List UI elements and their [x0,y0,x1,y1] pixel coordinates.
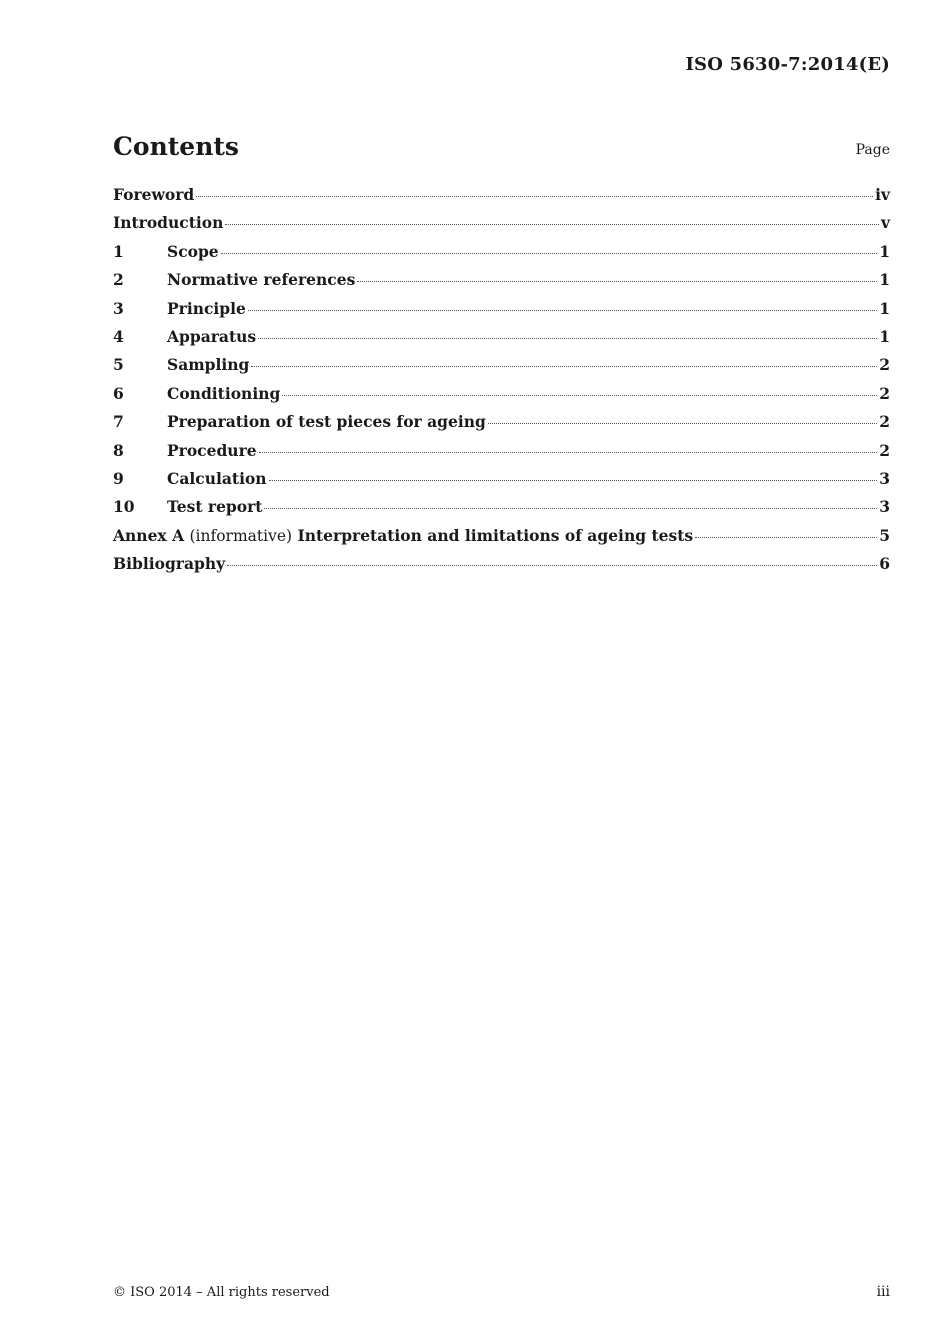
toc-entry-bibliography[interactable] [113,554,890,582]
toc-entry-page: 5 [879,525,890,545]
toc-entry-page: 3 [879,468,890,488]
toc-entry-title: Sampling [167,355,250,375]
toc-entry-title: Procedure [167,440,257,460]
toc-leader-dots [695,537,877,538]
table-of-contents [113,185,890,582]
toc-entry-number: 7 [113,412,124,432]
toc-entry-conditioning[interactable] [113,384,890,412]
toc-entry-foreword[interactable] [113,185,890,213]
footer-page-number: iii [876,1284,890,1300]
toc-entry-scope[interactable] [113,242,890,270]
toc-entry-number: 10 [113,497,135,517]
toc-entry-page: 2 [879,383,890,403]
toc-entry-title: Scope [167,241,219,261]
toc-entry-title: Preparation of test pieces for ageing [167,412,486,432]
toc-leader-dots [248,310,877,311]
toc-entry-apparatus[interactable] [113,327,890,355]
toc-entry-title: Principle [167,298,246,318]
annex-title: Interpretation and limitations of ageing tests [297,525,694,545]
toc-leader-dots [259,452,878,453]
toc-entry-preparation-of-test-pieces[interactable] [113,412,890,440]
toc-leader-dots [258,338,877,339]
contents-title: Contents [113,132,240,161]
toc-entry-page: 2 [879,440,890,460]
toc-entry-title: Normative references [167,270,356,290]
annex-label: Annex A [113,525,185,545]
toc-leader-dots [221,253,878,254]
toc-entry-normative-references[interactable] [113,270,890,298]
toc-entry-title: Test report [167,497,263,517]
toc-leader-dots [282,395,877,396]
toc-entry-number: 2 [113,270,124,290]
toc-entry-number: 3 [113,298,124,318]
toc-entry-number: 9 [113,468,124,488]
toc-entry-test-report[interactable] [113,497,890,525]
toc-entry-introduction[interactable] [113,213,890,241]
toc-entry-sampling[interactable] [113,355,890,383]
toc-leader-dots [269,480,878,481]
toc-entry-page: 2 [879,355,890,375]
toc-entry-title: Bibliography [113,554,226,574]
toc-entry-number: 6 [113,383,124,403]
toc-entry-calculation[interactable] [113,469,890,497]
toc-entry-page: 2 [879,412,890,432]
toc-entry-page: 1 [879,270,890,290]
page-column-label: Page [855,142,890,158]
toc-entry-page: 1 [879,298,890,318]
toc-entry-page: 3 [879,497,890,517]
toc-entry-page: iv [875,185,890,204]
toc-entry-number: 5 [113,355,124,375]
toc-leader-dots [196,196,873,197]
toc-entry-page: 6 [879,554,890,574]
toc-entry-page: 1 [879,326,890,346]
toc-entry-page: v [880,213,890,233]
toc-entry-title: Introduction [113,213,224,233]
toc-entry-title [113,526,693,545]
toc-entry-title: Conditioning [167,383,281,403]
toc-entry-title: Apparatus [167,326,257,346]
footer-copyright: © ISO 2014 – All rights reserved [113,1285,330,1300]
toc-entry-page: 1 [879,241,890,261]
toc-entry-annex-a[interactable] [113,526,890,554]
toc-entry-title: Calculation [167,468,267,488]
toc-leader-dots [488,423,877,424]
toc-leader-dots [264,508,877,509]
toc-leader-dots [251,366,877,367]
document-code: ISO 5630-7:2014(E) [685,54,890,75]
toc-entry-principle[interactable] [113,299,890,327]
toc-leader-dots [357,281,877,282]
toc-entry-title: Foreword [113,185,195,204]
toc-leader-dots [227,565,877,566]
toc-entry-number: 1 [113,241,124,261]
annex-qualifier: (informative) [189,526,293,545]
toc-leader-dots [225,224,879,225]
toc-entry-number: 8 [113,440,124,460]
toc-entry-procedure[interactable] [113,441,890,469]
toc-entry-number: 4 [113,326,124,346]
